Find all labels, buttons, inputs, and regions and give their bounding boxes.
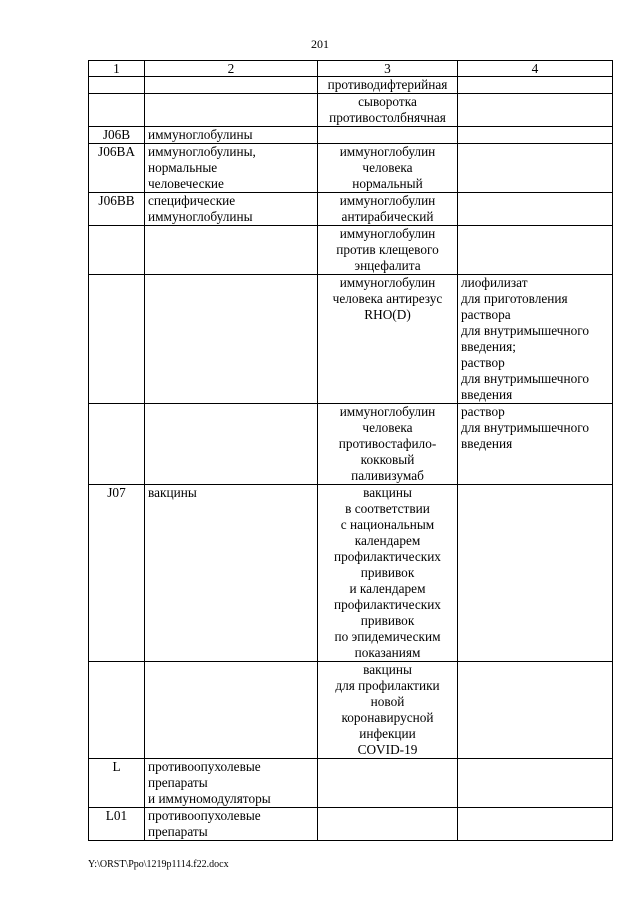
drug-name-cell: иммуноглобулин против клещевого энцефалита <box>318 226 458 275</box>
dosage-form-cell <box>458 144 613 193</box>
group-name-cell: иммуноглобулины, нормальные человеческие <box>145 144 318 193</box>
atc-code-cell: J06BA <box>89 144 145 193</box>
table-header-row <box>89 61 613 77</box>
group-name-cell: специфические иммуноглобулины <box>145 193 318 226</box>
page-number: 201 <box>311 37 329 51</box>
atc-code-cell: L01 <box>89 808 145 841</box>
group-name-cell: противоопухолевые препараты <box>145 808 318 841</box>
drug-classification-table <box>88 60 613 841</box>
drug-name-cell <box>318 808 458 841</box>
drug-name-cell: иммуноглобулин человека нормальный <box>318 144 458 193</box>
drug-name-cell: иммуноглобулин человека противостафило- кокковый паливизумаб <box>318 404 458 485</box>
column-header: 1 <box>89 61 145 77</box>
drug-name-cell <box>318 759 458 808</box>
dosage-form-cell <box>458 759 613 808</box>
table-row <box>89 144 613 193</box>
atc-code-cell <box>89 77 145 94</box>
atc-code-cell: J07 <box>89 485 145 662</box>
atc-code-cell <box>89 404 145 485</box>
group-name-cell <box>145 404 318 485</box>
dosage-form-cell <box>458 226 613 275</box>
column-header: 2 <box>145 61 318 77</box>
dosage-form-cell: лиофилизат для приготовления раствора для внутримышечного введения; раствор для внутримышечного введения <box>458 275 613 404</box>
group-name-cell: иммуноглобулины <box>145 127 318 144</box>
table-row <box>89 77 613 94</box>
atc-code-cell <box>89 226 145 275</box>
table-row <box>89 662 613 759</box>
table-row <box>89 94 613 127</box>
drug-name-cell: иммуноглобулин антирабический <box>318 193 458 226</box>
dosage-form-cell <box>458 127 613 144</box>
atc-code-cell <box>89 662 145 759</box>
group-name-cell <box>145 662 318 759</box>
table-row <box>89 808 613 841</box>
group-name-cell <box>145 94 318 127</box>
drug-name-cell: иммуноглобулин человека антирезус RHO(D) <box>318 275 458 404</box>
drug-name-cell: вакцины для профилактики новой коронавирусной инфекции COVID-19 <box>318 662 458 759</box>
footer-file-path: Y:\ORST\Ppo\1219p1114.f22.docx <box>88 859 229 870</box>
table-row <box>89 759 613 808</box>
dosage-form-cell <box>458 808 613 841</box>
group-name-cell: противоопухолевые препараты и иммуномодуляторы <box>145 759 318 808</box>
dosage-form-cell <box>458 193 613 226</box>
group-name-cell <box>145 226 318 275</box>
drug-name-cell: противодифтерийная <box>318 77 458 94</box>
atc-code-cell: L <box>89 759 145 808</box>
column-header: 4 <box>458 61 613 77</box>
group-name-cell <box>145 275 318 404</box>
atc-code-cell: J06B <box>89 127 145 144</box>
table-row <box>89 127 613 144</box>
drug-name-cell <box>318 127 458 144</box>
dosage-form-cell <box>458 485 613 662</box>
dosage-form-cell: раствор для внутримышечного введения <box>458 404 613 485</box>
dosage-form-cell <box>458 94 613 127</box>
group-name-cell: вакцины <box>145 485 318 662</box>
dosage-form-cell <box>458 662 613 759</box>
atc-code-cell <box>89 275 145 404</box>
atc-code-cell <box>89 94 145 127</box>
dosage-form-cell <box>458 77 613 94</box>
group-name-cell <box>145 77 318 94</box>
column-header: 3 <box>318 61 458 77</box>
table-row <box>89 275 613 404</box>
drug-name-cell: сыворотка противостолбнячная <box>318 94 458 127</box>
table-row <box>89 193 613 226</box>
table-row <box>89 485 613 662</box>
table-row <box>89 404 613 485</box>
atc-code-cell: J06BB <box>89 193 145 226</box>
table-row <box>89 226 613 275</box>
drug-name-cell: вакцины в соответствии с национальным календарем профилактических прививок и календарем профилактических прививок по эпидемическим показаниям <box>318 485 458 662</box>
